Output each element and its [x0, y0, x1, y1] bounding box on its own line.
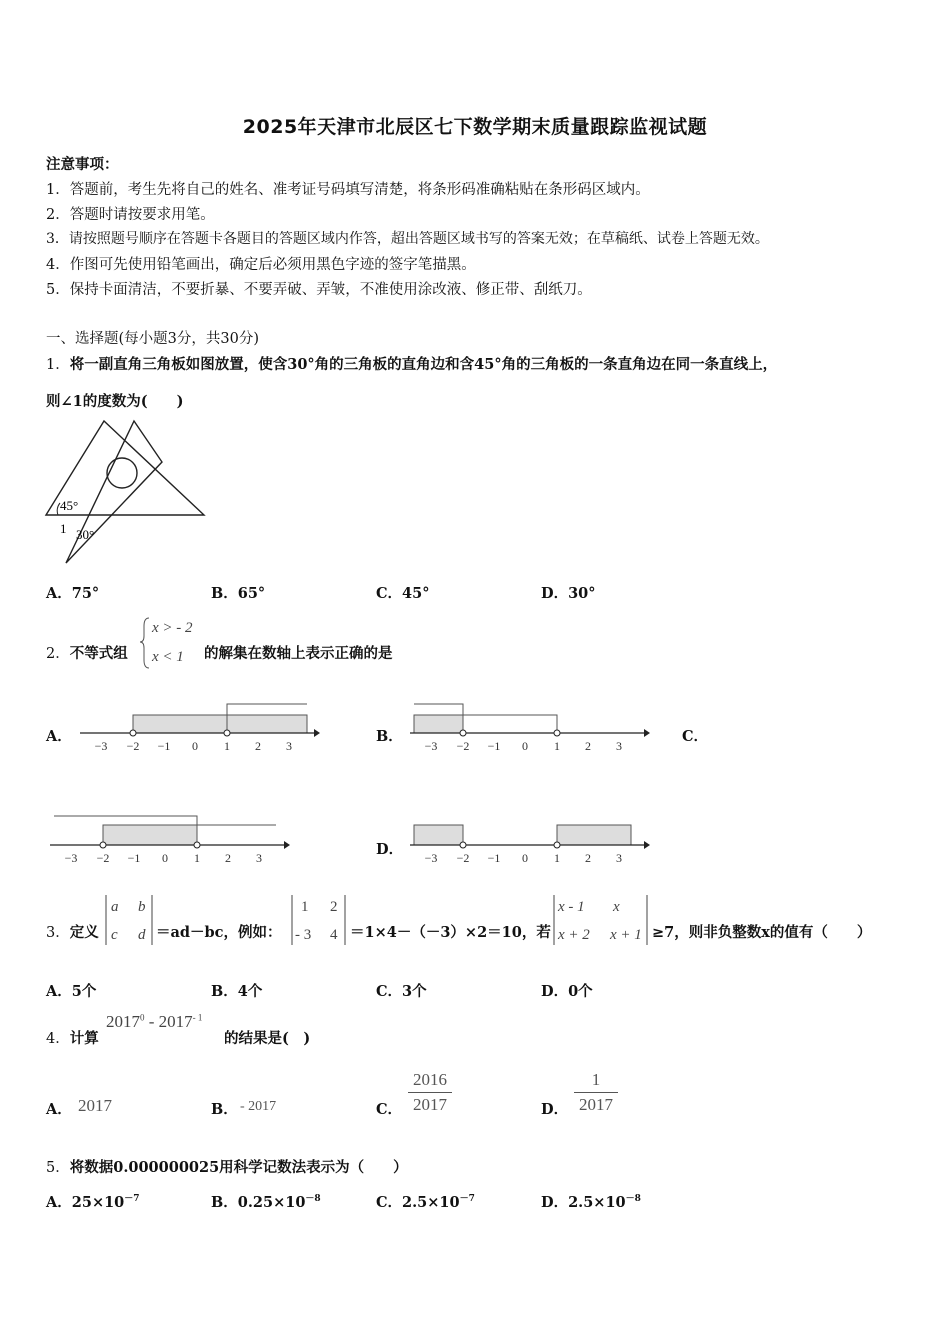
angle-1-label: 1 [60, 521, 67, 536]
tick-label: 1 [554, 739, 560, 753]
matrix-entry: 2 [330, 899, 338, 915]
q1-option-b[interactable]: B．65° [211, 585, 266, 602]
question-text: 不等式组 [69, 645, 128, 662]
tick-label: 2 [585, 851, 591, 865]
question-4-post: 的结果是( ) [224, 1030, 311, 1047]
tick-label: 1 [194, 851, 200, 865]
q4-option-b[interactable]: B． [211, 1101, 238, 1118]
option-label: D． [541, 1194, 569, 1211]
expr-exponent: - 1 [192, 1012, 203, 1023]
tick-label: 2 [225, 851, 231, 865]
q5-option-b[interactable] [211, 1191, 321, 1212]
option-base: 2.5×10 [402, 1194, 460, 1211]
tick-label: −3 [64, 851, 78, 865]
question-5-text [46, 1156, 408, 1177]
angle-30-label: 30° [76, 527, 95, 542]
option-base: 2.5×10 [568, 1194, 626, 1211]
matrix-entry: - 3 [295, 927, 312, 943]
tick-label: 3 [286, 739, 292, 753]
tick-label: 2 [255, 739, 261, 753]
inequality-1: x > - 2 [152, 620, 193, 636]
option-exponent: －7 [124, 1194, 140, 1205]
matrix-entry: x + 2 [558, 927, 590, 943]
question-2-text [46, 642, 128, 663]
question-2-post: 的解集在数轴上表示正确的是 [204, 645, 393, 662]
option-exponent: －8 [305, 1194, 321, 1205]
question-1-line1 [46, 353, 777, 374]
q4-option-d[interactable]: D． [541, 1101, 569, 1118]
question-3-example: ＝1×4－（－3）×2＝10，若 [350, 924, 551, 941]
fraction-denominator: 2017 [413, 1095, 447, 1114]
tick-label: 3 [256, 851, 262, 865]
q3-option-d[interactable]: D．0个 [541, 983, 593, 1000]
q2-option-b[interactable]: B． [376, 728, 403, 745]
q5-option-c[interactable] [376, 1191, 475, 1212]
option-base: 25×10 [71, 1194, 125, 1211]
page-title: 2025年天津市北辰区七下数学期末质量跟踪监视试题 [242, 116, 708, 138]
question-text: 将一副直角三角板如图放置，使含30°角的三角板的直角边和含45°角的三角板的一条直角边在同一条直线上， [69, 356, 778, 373]
matrix-entry: d [138, 927, 146, 943]
matrix-entry: 1 [301, 899, 309, 915]
q4-option-c-fraction [408, 1070, 452, 1115]
matrix-entry: x [613, 899, 620, 915]
option-label: A． [46, 1194, 72, 1211]
determinant-x [552, 892, 650, 948]
question-text: 计算 [69, 1030, 99, 1047]
q1-option-c[interactable]: C．45° [376, 585, 430, 602]
tick-label: −2 [456, 739, 470, 753]
number-line-c [50, 810, 290, 866]
q2-option-c[interactable]: C． [682, 728, 709, 745]
q4-option-d-fraction [574, 1070, 618, 1115]
triangle-figure [40, 415, 215, 565]
q5-option-d[interactable] [541, 1191, 641, 1212]
tick-label: −3 [94, 739, 108, 753]
q3-option-a[interactable]: A．5个 [46, 983, 97, 1000]
power-expression [106, 1012, 202, 1032]
q4-option-a[interactable]: A． [46, 1101, 72, 1118]
q4-option-b-value: - 2017 [240, 1099, 277, 1114]
inequality-system [140, 614, 204, 670]
q1-option-d[interactable]: D．30° [541, 585, 596, 602]
tick-label: −1 [487, 739, 501, 753]
tick-label: 1 [554, 851, 560, 865]
matrix-entry: 4 [330, 927, 338, 943]
question-number: 4． [46, 1031, 70, 1047]
expr-exponent: 0 [140, 1012, 145, 1023]
question-text: 定义 [69, 924, 99, 941]
option-base: 0.25×10 [237, 1194, 306, 1211]
question-number: 2． [46, 646, 70, 662]
tick-label: 2 [585, 739, 591, 753]
tick-label: 3 [616, 851, 622, 865]
fraction-numerator: 1 [574, 1070, 618, 1093]
option-exponent: －7 [459, 1194, 475, 1205]
inequality-2: x < 1 [152, 649, 184, 665]
notice-item: 3．请按照题号顺序在答题卡各题目的答题区域内作答，超出答题区域书写的答案无效；在草稿纸、试卷上答题无效。 [46, 231, 769, 247]
option-label: C． [376, 1194, 403, 1211]
tick-label: −2 [96, 851, 110, 865]
determinant-abcd [104, 892, 154, 948]
tick-label: −1 [157, 739, 171, 753]
question-3-lead [46, 921, 99, 942]
question-number: 1． [46, 357, 70, 373]
fraction-numerator: 2016 [408, 1070, 452, 1093]
tick-label: 0 [522, 851, 528, 865]
section-heading: 一、选择题(每小题3分，共30分) [46, 331, 259, 347]
question-3-post: ≥7，则非负整数x的值有（ ） [652, 924, 872, 941]
question-number: 5． [46, 1160, 70, 1176]
determinant-example [290, 892, 348, 948]
question-1-line2: 则∠1的度数为( ) [46, 393, 184, 410]
notice-item: 1．答题前，考生先将自己的姓名、准考证号码填写清楚，将条形码准确粘贴在条形码区域内。 [46, 182, 650, 198]
fraction-denominator: 2017 [579, 1095, 613, 1114]
tick-label: 1 [224, 739, 230, 753]
number-line-b [410, 698, 650, 754]
tick-label: 0 [162, 851, 168, 865]
matrix-entry: b [138, 899, 146, 915]
expr-base: 2017 [158, 1012, 193, 1031]
tick-label: −1 [487, 851, 501, 865]
notice-item: 5．保持卡面清洁，不要折暴、不要弄破、弄皱，不准使用涂改液、修正带、刮纸刀。 [46, 282, 592, 298]
notice-heading: 注意事项： [46, 156, 119, 173]
angle-45-label: 45° [60, 498, 79, 513]
question-3-def: ＝ad－bc，例如： [156, 924, 282, 941]
option-label: B． [211, 1194, 238, 1211]
tick-label: −2 [126, 739, 140, 753]
expr-minus: - [144, 1012, 159, 1031]
notice-item: 2．答题时请按要求用笔。 [46, 207, 215, 223]
q1-option-a[interactable]: A．75° [46, 585, 100, 602]
q4-option-a-value: 2017 [78, 1096, 112, 1115]
tick-label: −1 [127, 851, 141, 865]
option-exponent: －8 [625, 1194, 641, 1205]
tick-label: −2 [456, 851, 470, 865]
matrix-entry: c [111, 927, 118, 943]
q5-option-a[interactable] [46, 1191, 140, 1212]
tick-label: 0 [522, 739, 528, 753]
tick-label: −3 [424, 851, 438, 865]
question-text: 将数据0.000000025用科学记数法表示为（ ） [69, 1159, 408, 1176]
matrix-entry: a [111, 899, 119, 915]
number-line-a [80, 698, 320, 754]
matrix-entry: x - 1 [558, 899, 585, 915]
q2-option-a[interactable]: A． [46, 728, 72, 745]
number-line-d [410, 810, 650, 866]
tick-label: −3 [424, 739, 438, 753]
q2-option-d[interactable]: D． [376, 841, 404, 858]
tick-label: 3 [616, 739, 622, 753]
matrix-entry: x + 1 [610, 927, 642, 943]
question-4-lead [46, 1027, 99, 1048]
tick-label: 0 [192, 739, 198, 753]
notice-item: 4．作图可先使用铅笔画出，确定后必须用黑色字迹的签字笔描黑。 [46, 257, 476, 273]
q3-option-c[interactable]: C．3个 [376, 983, 427, 1000]
q4-option-c[interactable]: C． [376, 1101, 403, 1118]
expr-base: 2017 [106, 1012, 140, 1031]
question-number: 3． [46, 925, 70, 941]
q3-option-b[interactable]: B．4个 [211, 983, 263, 1000]
